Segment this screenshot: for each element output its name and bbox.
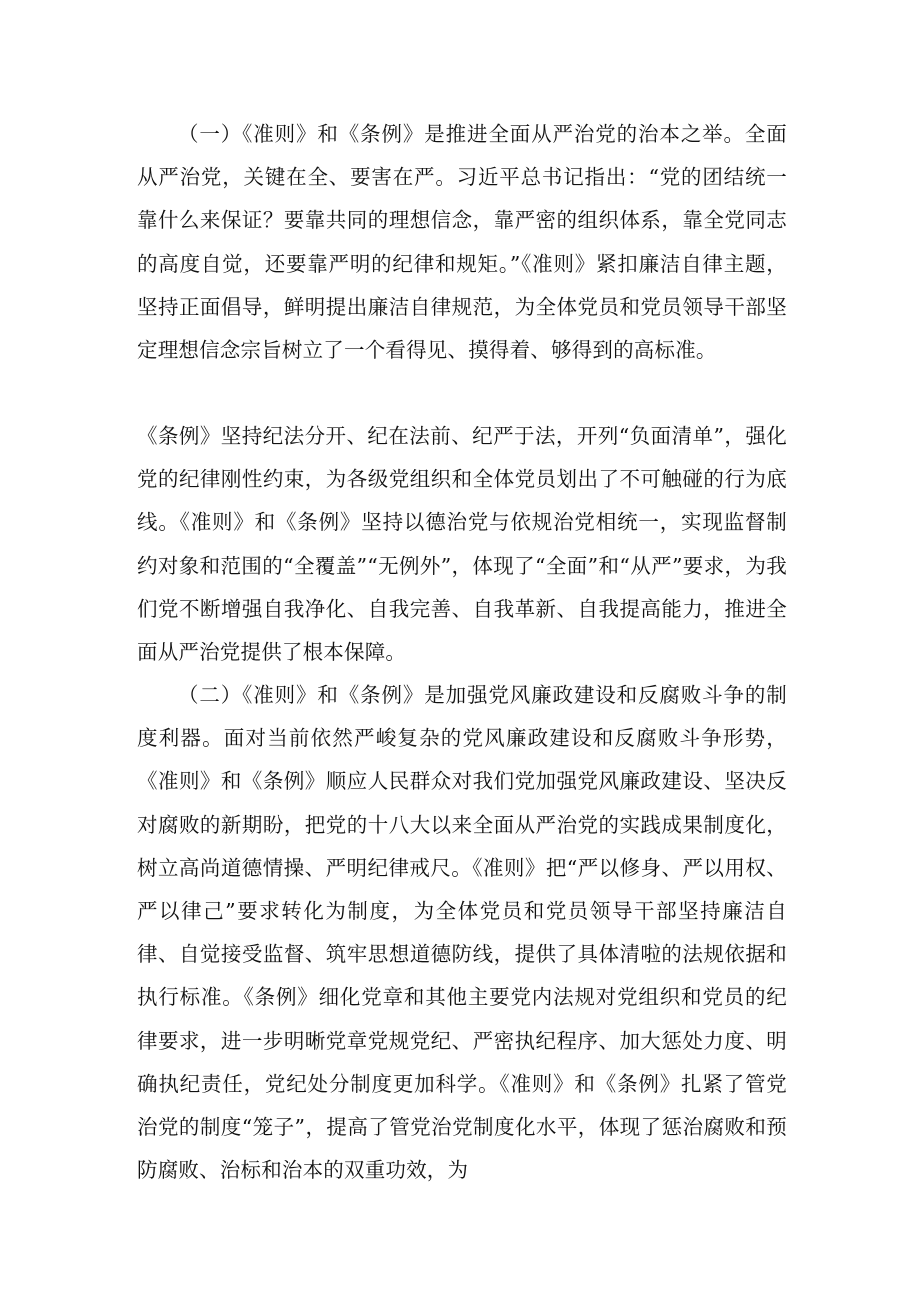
paragraph-1: （一）《准则》和《条例》是推进全面从严治党的治本之举。全面从严治党，关键在全、要害在严。习近平总书记指出：“党的团结统一靠什么来保证？要靠共同的理想信念，靠严密的组织体系，靠全党同志的高度自觉，还要靠严明的纪律和规矩。”《准则》紧扣廉洁自律主题，坚持正面倡导，鲜明提出廉洁自律规范，为全体党员和党员领导干部坚定理想信念宗旨树立了一个看得见、摸得着、够得到的高标准。 xyxy=(137,122,787,363)
paragraph-2: 《条例》坚持纪法分开、纪在法前、纪严于法，开列“负面清单”，强化党的纪律刚性约束，为各级党组织和全体党员划出了不可触碰的行为底线。《准则》和《条例》坚持以德治党与依规治党相统一，实现监督制约对象和范围的“全覆盖”“无例外”，体现了“全面”和“从严”要求，为我们党不断增强自我净化、自我完善、自我革新、自我提高能力，推进全面从严治党提供了根本保障。 xyxy=(137,424,787,665)
paragraph-3: （二）《准则》和《条例》是加强党风廉政建设和反腐败斗争的制度利器。面对当前依然严峻复杂的党风廉政建设和反腐败斗争形势，《准则》和《条例》顺应人民群众对我们党加强党风廉政建设、坚决反对腐败的新期盼，把党的十八大以来全面从严治党的实践成果制度化，树立高尚道德情操、严明纪律戒尺。《准则》把“严以修身、严以用权、严以律己”要求转化为制度，为全体党员和党员领导干部坚持廉洁自律、自觉接受监督、筑牢思想道德防线，提供了具体清啦的法规依据和执行标准。《条例》细化党章和其他主要党内法规对党组织和党员的纪律要求，进一步明晰党章党规党纪、严密执纪程序、加大惩处力度、明确执纪责任，党纪处分制度更加科学。《准则》和《条例》扎紧了管党治党的制度“笼子”，提高了管党治党制度化水平，体现了惩治腐败和预防腐败、治标和治本的双重功效，为 xyxy=(137,683,787,1183)
